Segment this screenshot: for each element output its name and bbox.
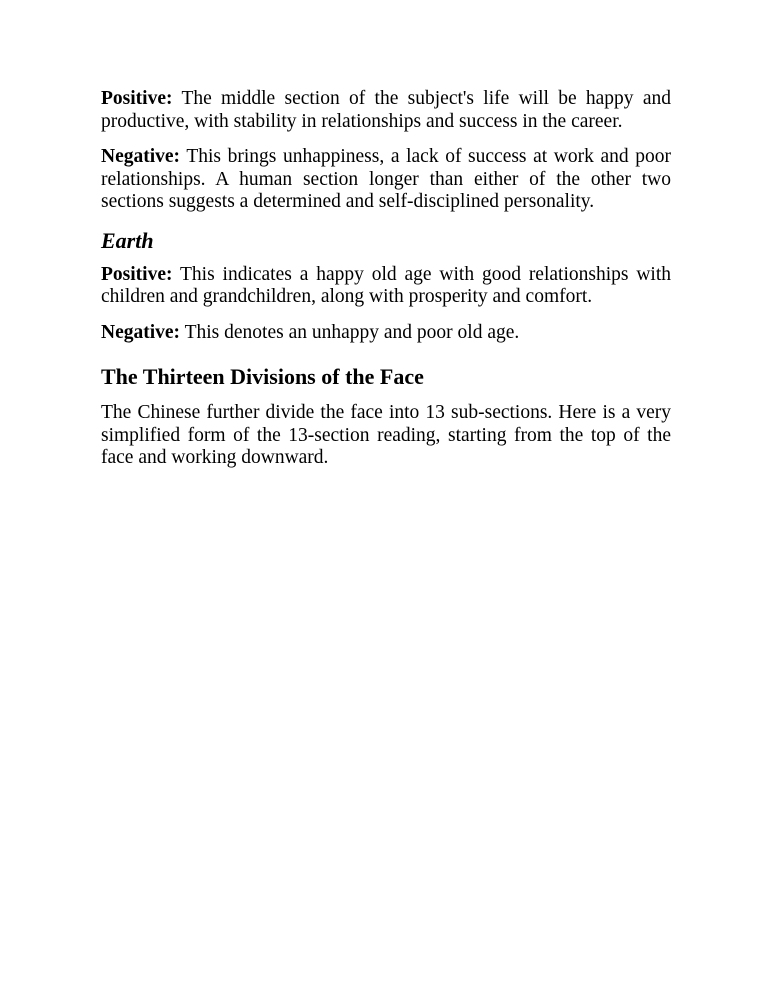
human-negative-text: This brings unhappiness, a lack of success at work and poor relationships. A human section longer than either of the other two sections suggests a determined and self-disciplined personality. — [101, 146, 671, 212]
human-negative-paragraph — [101, 146, 671, 214]
earth-negative-text: This denotes an unhappy and poor old age. — [184, 321, 520, 343]
earth-positive-paragraph — [101, 264, 671, 309]
earth-positive-text: This indicates a happy old age with good relationships with children and grandchildren, along with prosperity and comfort. — [101, 263, 671, 307]
document-page — [101, 88, 671, 483]
thirteen-divisions-heading: The Thirteen Divisions of the Face — [101, 364, 424, 389]
positive-label: Positive: — [101, 88, 173, 109]
human-positive-text: The middle section of the subject's life will be happy and productive, with stability in relationships and success in the career. — [101, 88, 671, 132]
negative-label: Negative: — [101, 321, 181, 343]
earth-heading: Earth — [101, 227, 154, 253]
positive-label: Positive: — [101, 263, 173, 285]
human-positive-paragraph — [101, 88, 671, 133]
negative-label: Negative: — [101, 146, 181, 167]
earth-negative-paragraph — [101, 322, 671, 345]
thirteen-divisions-paragraph: The Chinese further divide the face into 13 sub-sections. Here is a very simplified form of the 13-section reading, starting from the top of the face and working downward. — [101, 402, 671, 468]
